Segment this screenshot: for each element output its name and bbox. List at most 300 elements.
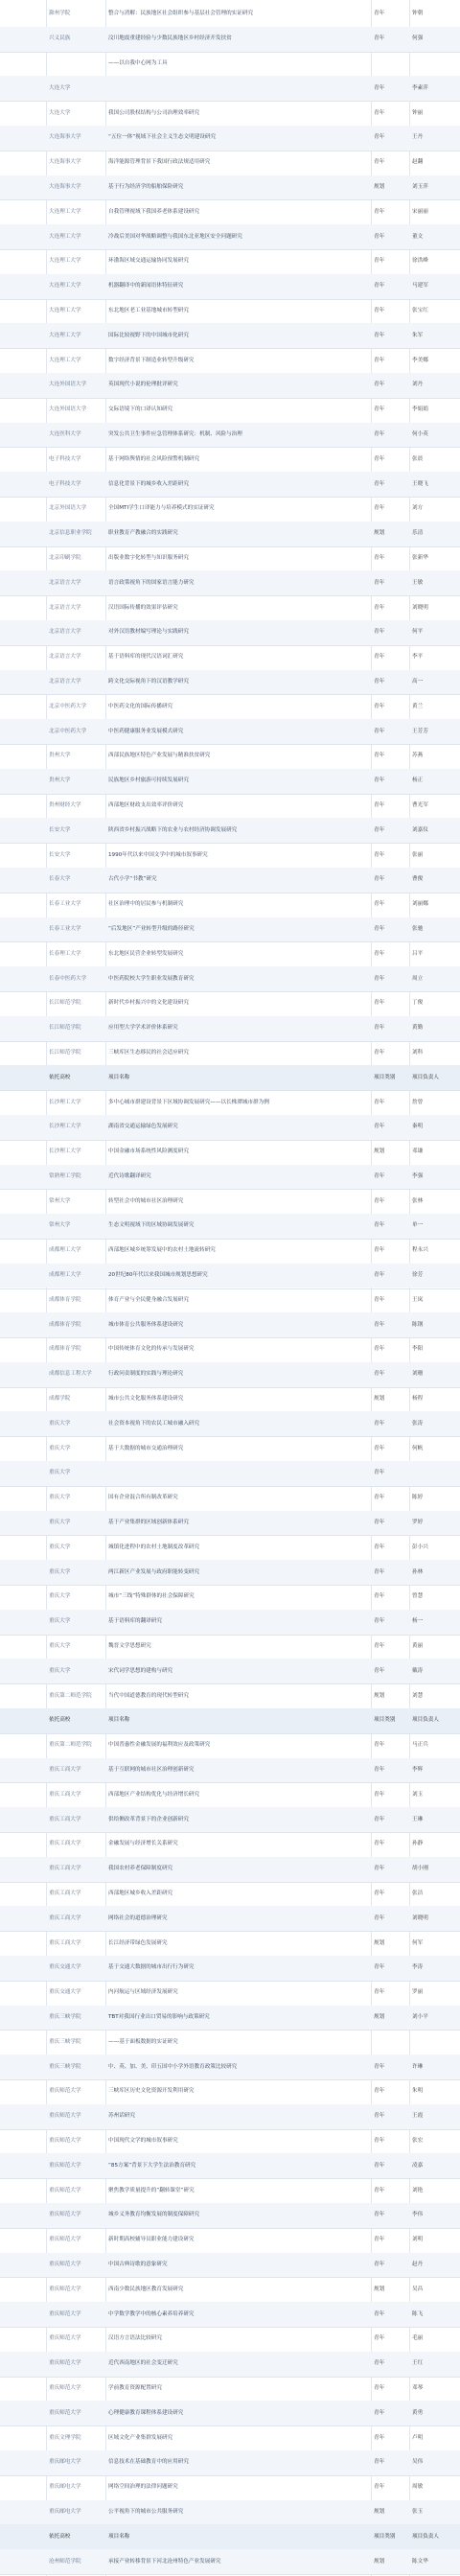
project-title-cell: 近代西南地区的社会变迁研究 [108, 2360, 178, 2367]
category-cell: 青年 [374, 579, 385, 586]
project-title-cell: 东北地区老工业基地城市转型研究 [108, 307, 189, 313]
project-title-cell: 城市公共文化服务体系建设研究 [108, 1396, 184, 1403]
school-cell: 成都理工大学 [49, 1272, 81, 1279]
row-number-cell [0, 2500, 46, 2525]
leader-cell: 李娟娟 [412, 406, 428, 413]
row-number-cell [0, 941, 46, 966]
category-cell: 青年 [374, 1915, 385, 1921]
row-number-cell [0, 1659, 46, 1683]
row-number-cell [0, 2475, 46, 2500]
leader-cell: 董文 [412, 233, 424, 240]
table-row [0, 2104, 460, 2129]
row-number-cell [0, 2277, 46, 2302]
leader-cell: 彭小兴 [412, 1543, 428, 1550]
table-row [0, 1239, 460, 1264]
leader-cell: 马正兵 [412, 1742, 428, 1749]
category-cell: 项目类别 [374, 1074, 396, 1080]
table-row [0, 1882, 460, 1907]
leader-cell: 王晓飞 [412, 480, 428, 487]
table-row [0, 570, 460, 595]
row-number-cell [0, 1115, 46, 1140]
project-title-cell: “五位一体”视域下社会主义生态文明建设研究 [108, 134, 217, 141]
table-header-row [0, 2524, 460, 2549]
project-title-cell: 陕西省乡村振兴战略下的农业与农村经济协调发展研究 [108, 826, 238, 833]
row-number-cell [0, 2327, 46, 2352]
category-cell: 青年 [374, 1445, 385, 1451]
project-title-cell: 中国现代文学的城市叙事研究 [108, 2138, 178, 2145]
school-cell: 大连理工大学 [49, 307, 81, 313]
project-title-cell: 西部地区城乡统筹发展中的农村土地流转研究 [108, 1247, 216, 1254]
row-number-cell [0, 76, 46, 101]
category-cell: 青年 [374, 851, 385, 858]
category-cell: 青年 [374, 233, 385, 240]
leader-cell: 吴昌 [412, 2286, 424, 2292]
category-cell: 青年 [374, 1272, 385, 1279]
project-title-cell: 西部地区产业结构优化与经济增长研究 [108, 1791, 200, 1798]
leader-cell: 刘科 [412, 1049, 424, 1056]
table-row [0, 991, 460, 1016]
row-number-cell [0, 1635, 46, 1659]
table-row [0, 2203, 460, 2228]
table-row [0, 670, 460, 695]
leader-cell: 王丹 [412, 134, 424, 141]
project-title-cell: 社区治理中的居民参与机制研究 [108, 901, 184, 908]
category-cell: 青年 [374, 1247, 385, 1254]
school-cell: 长沙理工大学 [49, 1149, 81, 1155]
table-row [0, 794, 460, 819]
leader-cell: 张新华 [412, 554, 428, 561]
category-cell: 青年 [374, 2063, 385, 2070]
school-cell: 重庆师范大学 [49, 2409, 81, 2416]
project-title-cell: 中国普惠性金融发展的福利效应及政策研究 [108, 1742, 211, 1749]
row-number-cell [0, 199, 46, 224]
project-title-cell: ——以自我中心网为工具 [108, 59, 168, 66]
category-cell: 青年 [374, 1346, 385, 1353]
school-cell: 大连理工大学 [49, 208, 81, 215]
school-cell: 重庆大学 [49, 1543, 71, 1550]
leader-cell: 罗丽 [412, 1989, 424, 1996]
row-rule [0, 2574, 460, 2575]
category-cell: 青年 [374, 1767, 385, 1774]
project-title-cell: 承接产业转移背景下河北沧州特色产业发展研究 [108, 2558, 221, 2564]
row-number-cell [0, 917, 46, 942]
row-number-cell [0, 1140, 46, 1165]
leader-cell: 陈钢 [412, 1321, 424, 1328]
leader-cell: 胡小刚 [412, 1866, 428, 1872]
project-title-cell: “85方案”背景下大学生法治教育研究 [108, 2162, 196, 2169]
leader-cell: 凌嘉 [412, 2162, 424, 2169]
project-title-cell: 湖南省交通运输绿色发展研究 [108, 1124, 178, 1130]
row-number-cell [0, 1857, 46, 1882]
category-cell: 青年 [374, 2187, 385, 2193]
table-row [0, 126, 460, 151]
table-row [0, 27, 460, 52]
school-cell: 北京语言大学 [49, 579, 81, 586]
school-cell: 重庆师范大学 [49, 2335, 81, 2342]
row-number-cell [0, 522, 46, 546]
table-row [0, 941, 460, 966]
category-cell [371, 2030, 409, 2054]
row-number-cell [0, 2054, 46, 2079]
table-row [0, 1635, 460, 1659]
row-number-cell [0, 274, 46, 299]
category-cell: 青年 [374, 208, 385, 215]
row-number-cell [0, 1065, 46, 1090]
category-cell: 规划 [374, 2508, 385, 2515]
row-number-cell [0, 151, 46, 175]
table-row [0, 52, 460, 77]
table-row [0, 101, 460, 126]
table-row [0, 224, 460, 249]
category-cell: 规划 [374, 183, 385, 190]
leader-cell: 李美娜 [412, 357, 428, 363]
row-number-cell [0, 818, 46, 843]
project-title-cell: 20世纪80年代以来我国城市规划思想研究 [108, 1272, 208, 1279]
project-title-cell: ——基于面板数据的实证研究 [108, 2038, 178, 2045]
leader-cell: 李阳 [412, 1346, 424, 1353]
table-row [0, 966, 460, 991]
row-number-cell [0, 1041, 46, 1066]
category-cell: 青年 [374, 134, 385, 141]
school-cell: 重庆第二师范学院 [49, 1742, 92, 1749]
table-row [0, 76, 460, 101]
category-cell: 青年 [374, 2484, 385, 2491]
school-cell: 大连海事大学 [49, 183, 81, 190]
category-cell: 青年 [374, 332, 385, 338]
school-cell: 成都学院 [49, 1396, 71, 1403]
category-cell: 青年 [374, 1520, 385, 1526]
category-cell: 青年 [374, 1618, 385, 1625]
table-row [0, 1807, 460, 1832]
project-title-cell: 英国现代小说的伦理批评研究 [108, 382, 178, 388]
table-row [0, 299, 460, 324]
leader-cell: 刘慧 [412, 1692, 424, 1699]
row-number-cell [0, 1411, 46, 1436]
leader-cell: 张宝红 [412, 307, 428, 313]
table-row [0, 2253, 460, 2278]
leader-cell: 刘艳 [412, 2187, 424, 2193]
row-number-cell [0, 2129, 46, 2154]
school-cell [46, 52, 105, 77]
category-cell: 青年 [374, 1568, 385, 1575]
category-cell: 青年 [374, 1593, 385, 1600]
school-cell: 常州大学 [49, 1222, 71, 1229]
row-number-cell [0, 1708, 46, 1733]
project-title-cell: 基于大数据的城市交通治理研究 [108, 1445, 184, 1451]
school-cell: 重庆师范大学 [49, 2286, 81, 2292]
category-cell: 青年 [374, 283, 385, 290]
project-title-cell: TBT对我国行业出口贸易的影响与政策研究 [108, 2014, 210, 2021]
table-row [0, 497, 460, 522]
leader-cell: 刘丹 [412, 382, 424, 388]
leader-cell: 吴伟 [412, 2459, 424, 2466]
project-title-cell: 职业教育产教融合的实践研究 [108, 530, 178, 537]
table-row [0, 2425, 460, 2450]
project-title-cell: 近代诗歌翻译研究 [108, 1172, 151, 1179]
project-title-cell: 城市体育公共服务体系建设研究 [108, 1321, 184, 1328]
leader-cell: 卢明 [412, 2434, 424, 2441]
table-row [0, 1016, 460, 1041]
category-cell: 项目类别 [374, 2533, 396, 2540]
project-title-cell: 基于互联网的城市社区治理创新研究 [108, 1767, 195, 1774]
school-cell: 大连理工大学 [49, 332, 81, 338]
leader-cell: 钟丽 [412, 109, 424, 116]
category-cell: 青年 [374, 1296, 385, 1303]
table-row [0, 2, 460, 27]
row-number-cell [0, 323, 46, 348]
row-number-cell [0, 2253, 46, 2278]
leader-cell: 马建军 [412, 283, 428, 290]
project-title-cell: 金融发展与经济增长关系研究 [108, 1841, 178, 1847]
category-cell: 青年 [374, 357, 385, 363]
school-cell: 大连大学 [49, 109, 71, 116]
row-number-cell [0, 1189, 46, 1214]
school-cell: 长江师范学院 [49, 1025, 81, 1032]
table-row [0, 1486, 460, 1511]
project-title-cell: 我国农村养老保障制度研究 [108, 1866, 173, 1872]
project-title-cell: 项目名称 [108, 1074, 130, 1080]
row-number-cell [0, 1733, 46, 1758]
category-cell: 青年 [374, 826, 385, 833]
project-title-cell: 机器翻译中的新闻语体特征研究 [108, 283, 184, 290]
row-number-cell [0, 1090, 46, 1115]
table-row [0, 1041, 460, 1066]
school-cell: 贵州大学 [49, 753, 71, 759]
table-row [0, 1312, 460, 1337]
table-row [0, 868, 460, 893]
table-row [0, 1337, 460, 1362]
project-title-cell: 国有企业混合所有制改革研究 [108, 1495, 178, 1501]
category-cell: 青年 [374, 950, 385, 957]
school-cell: 重庆师范大学 [49, 2237, 81, 2243]
row-number-cell [0, 1610, 46, 1635]
project-title-cell: 整合与消解：民族地区社会组织参与基层社会管理的实证研究 [108, 11, 254, 17]
row-number-cell [0, 175, 46, 200]
row-number-cell [0, 570, 46, 595]
table-row [0, 546, 460, 571]
table-row [0, 917, 460, 942]
school-cell: 沧州师范学院 [49, 2558, 81, 2564]
row-number-cell [0, 2, 46, 27]
category-cell: 青年 [374, 84, 385, 91]
category-cell: 青年 [374, 2113, 385, 2120]
category-cell: 青年 [374, 11, 385, 17]
table-header-row [0, 1708, 460, 1733]
table-row [0, 2129, 460, 2154]
project-title-cell: 信息化背景下的城乡收入差距研究 [108, 480, 189, 487]
project-title-cell: 项目名称 [108, 1717, 130, 1724]
table-row [0, 2500, 460, 2525]
school-cell: 成都体育学院 [49, 1321, 81, 1328]
school-cell: 成都信息工程大学 [49, 1371, 92, 1378]
row-number-cell [0, 1683, 46, 1708]
leader-cell: 何军 [412, 1939, 424, 1946]
table-row [0, 522, 460, 546]
leader-cell: 何平 [412, 629, 424, 636]
row-number-cell [0, 2352, 46, 2377]
row-number-cell [0, 224, 46, 249]
table-row [0, 1857, 460, 1882]
category-cell: 青年 [374, 975, 385, 982]
leader-cell: 曹俊 [412, 876, 424, 883]
category-cell: 青年 [374, 629, 385, 636]
leader-cell: 刘小平 [412, 2014, 428, 2021]
project-title-cell: 城乡义务教育均衡发展的制度保障研究 [108, 2212, 200, 2218]
school-cell: 贵州大学 [49, 777, 71, 784]
category-cell: 青年 [374, 1124, 385, 1130]
table-row [0, 2352, 460, 2377]
category-cell: 规划 [374, 2286, 385, 2292]
leader-cell: 杨一 [412, 1618, 424, 1625]
project-title-cell: 中医药健康服务业发展模式研究 [108, 728, 184, 734]
table-row [0, 2377, 460, 2402]
school-cell: 重庆工商大学 [49, 1816, 81, 1822]
table-row [0, 595, 460, 620]
school-cell: 重庆交通大学 [49, 1989, 81, 1996]
school-cell: 重庆师范大学 [49, 2385, 81, 2391]
category-cell: 青年 [374, 1643, 385, 1650]
leader-cell: 邓琴 [412, 2385, 424, 2391]
row-number-cell [0, 472, 46, 497]
project-title-cell: 城市“三线”特殊群体的社会保障研究 [108, 1593, 195, 1600]
school-cell: 重庆师范大学 [49, 2187, 81, 2193]
row-number-cell [0, 893, 46, 917]
leader-cell: 王霞 [412, 2113, 424, 2120]
table-header-row [0, 1065, 460, 1090]
project-title-cell: 语言政策视角下的国家语言能力研究 [108, 579, 195, 586]
category-cell: 青年 [374, 2138, 385, 2145]
school-cell: 重庆第二师范学院 [49, 1692, 92, 1699]
project-title-cell: 汉语国际传播的效果评估研究 [108, 604, 178, 611]
table-row [0, 620, 460, 645]
row-number-cell [0, 794, 46, 819]
project-title-cell: 跨文化交际视角下的汉语教学研究 [108, 678, 189, 685]
project-title-cell: 公平视角下的城市公共服务研究 [108, 2508, 184, 2515]
leader-cell: 李平 [412, 654, 424, 661]
leader-cell [409, 52, 460, 77]
leader-cell: 刘珊 [412, 1371, 424, 1378]
leader-cell: 刘丽娜 [412, 901, 428, 908]
table-row [0, 1511, 460, 1536]
category-cell: 青年 [374, 604, 385, 611]
category-cell: 青年 [374, 1000, 385, 1007]
row-number-cell [0, 1214, 46, 1239]
row-number-cell [0, 2425, 46, 2450]
table-row [0, 1387, 460, 1412]
school-cell: 重庆师范大学 [49, 2360, 81, 2367]
school-cell: 成都体育学院 [49, 1346, 81, 1353]
category-cell: 青年 [374, 2310, 385, 2317]
table-row [0, 2153, 460, 2178]
row-number-cell [0, 694, 46, 719]
school-cell: 长春工业大学 [49, 925, 81, 932]
school-cell: 重庆工商大学 [49, 1841, 81, 1847]
leader-cell: 曾慧 [412, 1593, 424, 1600]
row-number-cell [0, 2203, 46, 2228]
leader-cell: 黄勇 [412, 2409, 424, 2416]
row-number-cell [0, 2450, 46, 2475]
project-title-cell: 古代小学“书教”研究 [108, 876, 157, 883]
category-cell: 青年 [374, 1222, 385, 1229]
table-row [0, 1981, 460, 2006]
category-cell: 青年 [374, 2360, 385, 2367]
category-cell: 青年 [374, 801, 385, 808]
row-number-cell [0, 1387, 46, 1412]
table-row [0, 423, 460, 448]
school-cell: 重庆邮电大学 [49, 2484, 81, 2491]
leader-cell: 徐芳 [412, 1272, 424, 1279]
table-row [0, 694, 460, 719]
table-row [0, 1140, 460, 1165]
school-cell: 重庆大学 [49, 1618, 71, 1625]
row-number-cell [0, 1981, 46, 2006]
table-row [0, 2030, 460, 2054]
table-row [0, 2006, 460, 2031]
row-number-cell [0, 2030, 46, 2054]
project-title-cell: 突发公共卫生事件应急管理体系研究：机制、风险与治理 [108, 430, 242, 437]
category-cell: 青年 [374, 728, 385, 734]
table-row [0, 1090, 460, 1115]
project-title-cell: 三峡库区历史文化资源开发利用研究 [108, 2088, 195, 2095]
school-cell: 北京中医药大学 [49, 728, 87, 734]
leader-cell: 张宏 [412, 2138, 424, 2145]
leader-cell: 张洁 [412, 1891, 424, 1897]
category-cell: 青年 [374, 1791, 385, 1798]
leader-cell: 李涛 [412, 1964, 424, 1971]
school-cell: 贵州财经大学 [49, 801, 81, 808]
project-title-cell: 环渤海区域交通运输协同发展研究 [108, 258, 189, 265]
table-row [0, 1264, 460, 1288]
project-title-cell: 学前教育资源配置研究 [108, 2385, 162, 2391]
leader-cell [409, 2030, 460, 2054]
table-row [0, 744, 460, 769]
school-cell: 重庆文理学院 [49, 2434, 81, 2441]
category-cell: 青年 [374, 382, 385, 388]
project-title-cell: 当代中国道德教育的现代转型研究 [108, 1692, 189, 1699]
category-cell: 青年 [374, 753, 385, 759]
category-cell: 青年 [374, 430, 385, 437]
leader-cell: 罗婷 [412, 1520, 424, 1526]
school-cell: 大连理工大学 [49, 258, 81, 265]
leader-cell: 项目负责人 [412, 2533, 439, 2540]
table-row [0, 1560, 460, 1585]
leader-cell: 陈文华 [412, 2558, 428, 2564]
school-cell: 大连外国语大学 [49, 406, 87, 413]
project-title-cell: 应用型大学学术评价体系研究 [108, 1025, 178, 1032]
leader-cell: 黄兰 [412, 703, 424, 709]
table-row [0, 769, 460, 794]
leader-cell: 周立 [412, 975, 424, 982]
school-cell: 重庆大学 [49, 1593, 71, 1600]
project-title-cell: 西部地区财政支出效率评价研究 [108, 801, 184, 808]
leader-cell: 孙静 [412, 1841, 424, 1847]
table-row [0, 1610, 460, 1635]
project-title-cell: 中国古典诗歌的意象研究 [108, 2262, 168, 2268]
category-cell: 青年 [374, 480, 385, 487]
category-cell: 规划 [374, 1692, 385, 1699]
school-cell: 重庆大学 [49, 1445, 71, 1451]
category-cell: 青年 [374, 1543, 385, 1550]
project-title-cell: 海洋能源管理背景下我国行政法规适用研究 [108, 159, 211, 166]
leader-cell: 黄勤 [412, 1025, 424, 1032]
school-cell: 北京信息职业学院 [49, 530, 92, 537]
leader-cell: 何小英 [412, 430, 428, 437]
leader-cell: 宋丽丽 [412, 208, 428, 215]
leader-cell: 吕平 [412, 950, 424, 957]
leader-cell: 张林 [412, 1197, 424, 1204]
school-cell: 重庆师范大学 [49, 2138, 81, 2145]
project-title-cell: 社会资本视角下的农民工城市融入研究 [108, 1420, 200, 1427]
